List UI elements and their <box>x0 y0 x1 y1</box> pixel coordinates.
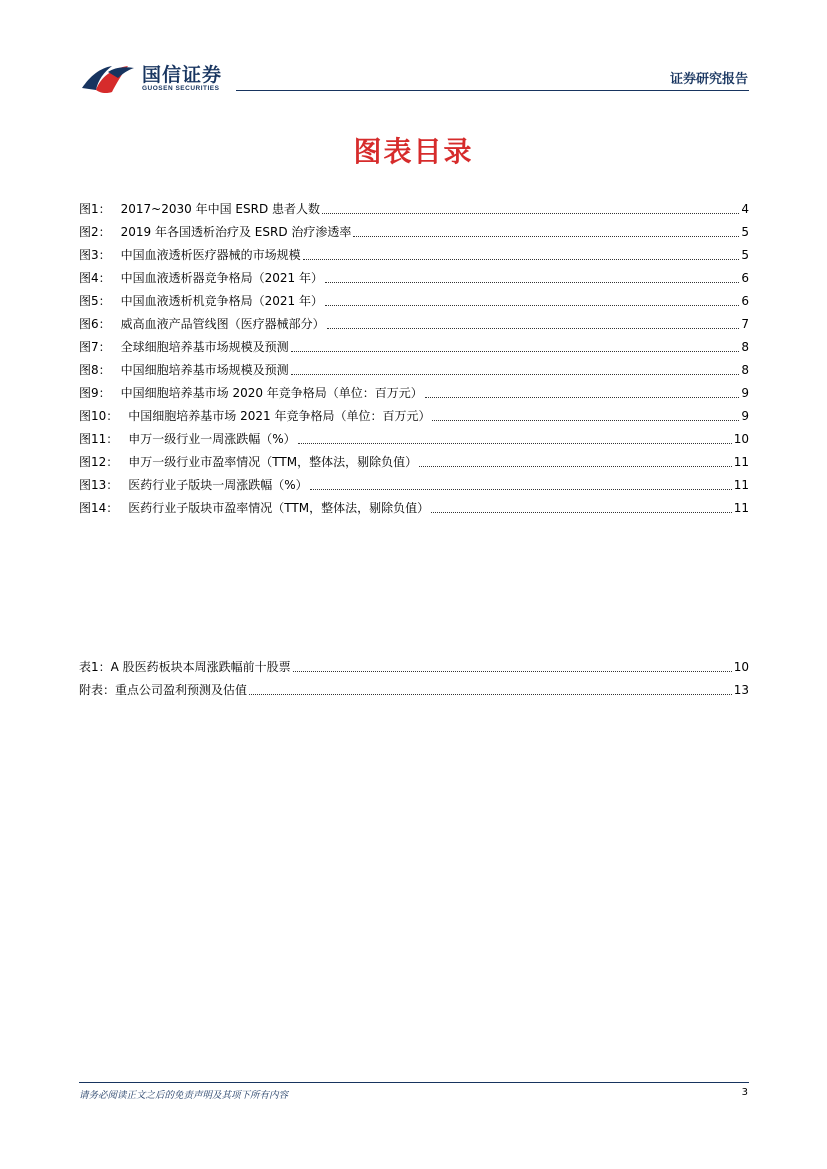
dot-leader <box>310 488 732 490</box>
entry-page: 5 <box>741 248 749 262</box>
entry-page: 4 <box>741 202 749 216</box>
entry-page: 9 <box>741 386 749 400</box>
toc-entry-fig8[interactable] <box>79 356 749 379</box>
entry-title: 申万一级行业市盈率情况（TTM，整体法，剔除负值） <box>128 455 418 469</box>
entry-title: 2019 年各国透析治疗及 ESRD 治疗渗透率 <box>120 225 352 239</box>
dot-leader <box>425 396 740 398</box>
toc-entry-fig2[interactable] <box>79 218 749 241</box>
entry-title: 全球细胞培养基市场规模及预测 <box>120 340 289 354</box>
toc-entry-fig1[interactable] <box>79 195 749 218</box>
entry-page: 11 <box>733 478 749 492</box>
logo-chinese-name: 国信证券 <box>142 64 223 86</box>
footer-disclaimer: 请务必阅读正文之后的免责声明及其项下所有内容 <box>79 1090 289 1101</box>
toc-entry-fig6[interactable] <box>79 310 749 333</box>
dot-leader <box>353 235 739 237</box>
entry-title: 中国血液透析机竞争格局（2021 年） <box>120 294 323 308</box>
dot-leader <box>322 212 739 214</box>
logo-english-name: GUOSEN SECURITIES <box>142 85 220 92</box>
entry-page: 10 <box>733 432 749 446</box>
page-header <box>0 0 827 100</box>
page-number: 3 <box>741 1087 748 1098</box>
dot-leader <box>325 304 739 306</box>
page-title: 图表目录 <box>353 135 474 168</box>
entry-label: 图3： <box>79 248 111 262</box>
toc-entry-fig7[interactable] <box>79 333 749 356</box>
brand-logo <box>78 58 238 98</box>
entry-title: 医药行业子版块市盈率情况（TTM，整体法，剔除负值） <box>128 501 430 515</box>
entry-label: 图14： <box>79 501 119 515</box>
figure-list <box>79 195 749 517</box>
entry-page: 7 <box>741 317 749 331</box>
entry-page: 8 <box>741 363 749 377</box>
entry-page: 11 <box>733 455 749 469</box>
dot-leader <box>303 258 740 260</box>
entry-label: 图12： <box>79 455 119 469</box>
entry-title: 中国细胞培养基市场规模及预测 <box>120 363 289 377</box>
report-type-label: 证券研究报告 <box>669 72 748 87</box>
entry-title: 威高血液产品管线图（医疗器械部分） <box>120 317 325 331</box>
dot-leader <box>298 442 732 444</box>
entry-label: 图11： <box>79 432 119 446</box>
entry-title: 中国细胞培养基市场 2021 年竞争格局（单位：百万元） <box>128 409 431 423</box>
toc-entry-fig12[interactable] <box>79 448 749 471</box>
entry-label: 图5： <box>79 294 111 308</box>
entry-label: 图10： <box>79 409 119 423</box>
entry-page: 5 <box>741 225 749 239</box>
footer-divider <box>79 1082 749 1083</box>
entry-page: 6 <box>741 294 749 308</box>
toc-entry-fig13[interactable] <box>79 471 749 494</box>
dot-leader <box>293 670 732 672</box>
entry-title: 医药行业子版块一周涨跌幅（%） <box>128 478 308 492</box>
dot-leader <box>431 511 732 513</box>
toc-entry-fig4[interactable] <box>79 264 749 287</box>
entry-page: 6 <box>741 271 749 285</box>
entry-title: 中国细胞培养基市场 2020 年竞争格局（单位：百万元） <box>120 386 423 400</box>
toc-entry-table1[interactable] <box>79 653 749 676</box>
table-list <box>79 653 749 699</box>
entry-page: 8 <box>741 340 749 354</box>
entry-label: 图13： <box>79 478 119 492</box>
toc-entry-fig14[interactable] <box>79 494 749 517</box>
entry-page: 9 <box>741 409 749 423</box>
entry-title: 申万一级行业一周涨跌幅（%） <box>128 432 296 446</box>
guosen-logo-icon <box>78 58 138 98</box>
toc-entry-appendix-table[interactable] <box>79 676 749 699</box>
toc-entry-fig11[interactable] <box>79 425 749 448</box>
entry-label: 附表： <box>79 683 116 697</box>
entry-page: 11 <box>733 501 749 515</box>
entry-label: 图4： <box>79 271 111 285</box>
entry-label: 图1： <box>79 202 111 216</box>
dot-leader <box>291 373 740 375</box>
toc-entry-fig10[interactable] <box>79 402 749 425</box>
entry-title: 重点公司盈利预测及估值 <box>115 683 248 697</box>
entry-page: 13 <box>733 683 749 697</box>
dot-leader <box>291 350 740 352</box>
toc-entry-fig3[interactable] <box>79 241 749 264</box>
header-divider <box>236 90 749 91</box>
entry-label: 图9： <box>79 386 111 400</box>
entry-label: 图7： <box>79 340 111 354</box>
dot-leader <box>249 693 732 695</box>
entry-label: 表1： <box>79 660 111 674</box>
entry-title: A 股医药板块本周涨跌幅前十股票 <box>110 660 291 674</box>
dot-leader <box>325 281 739 283</box>
entry-title: 中国血液透析医疗器械的市场规模 <box>120 248 301 262</box>
entry-label: 图2： <box>79 225 111 239</box>
dot-leader <box>419 465 732 467</box>
dot-leader <box>327 327 740 329</box>
entry-title: 2017~2030 年中国 ESRD 患者人数 <box>120 202 320 216</box>
toc-entry-fig9[interactable] <box>79 379 749 402</box>
entry-page: 10 <box>733 660 749 674</box>
entry-title: 中国血液透析器竞争格局（2021 年） <box>120 271 323 285</box>
dot-leader <box>432 419 739 421</box>
entry-label: 图8： <box>79 363 111 377</box>
entry-label: 图6： <box>79 317 111 331</box>
toc-entry-fig5[interactable] <box>79 287 749 310</box>
